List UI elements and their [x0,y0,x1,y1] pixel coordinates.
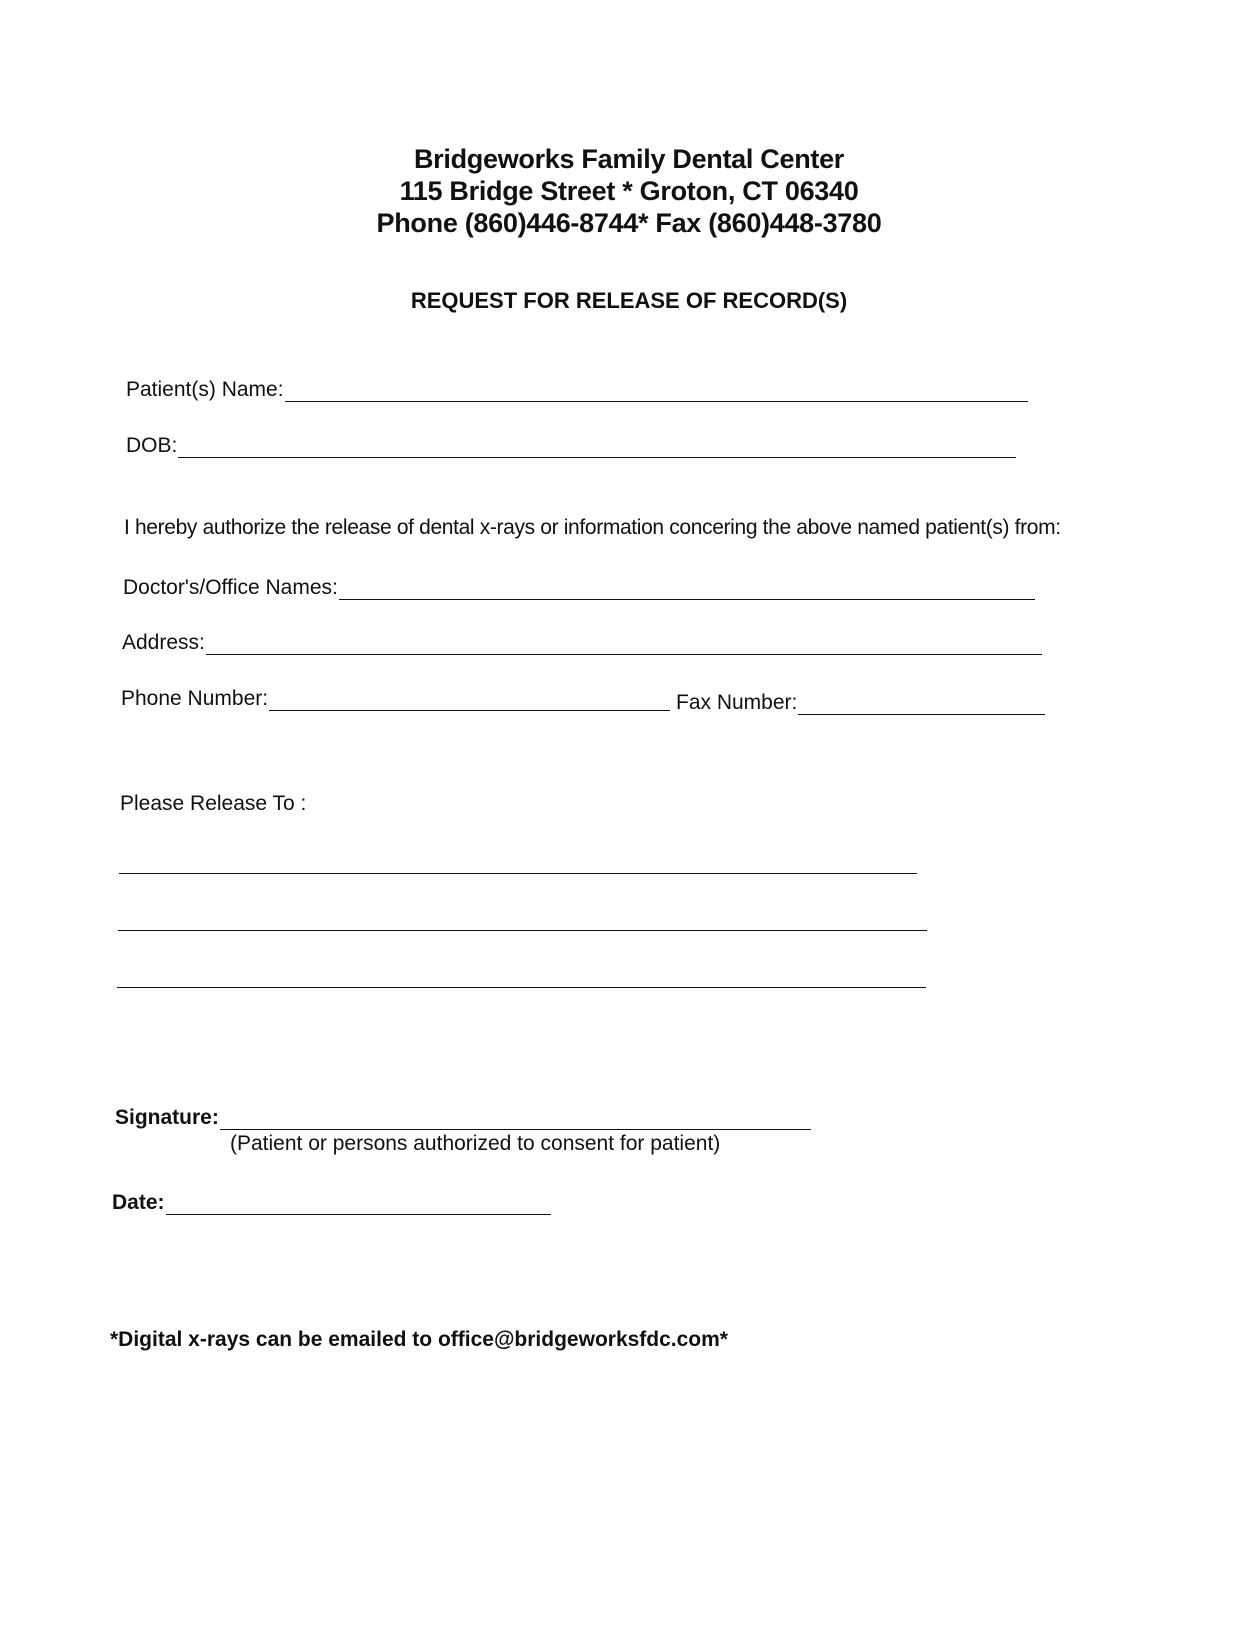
fax-line[interactable] [798,692,1045,715]
address-line[interactable] [206,632,1042,655]
form-title: REQUEST FOR RELEASE OF RECORD(S) [410,288,848,313]
practice-address: 115 Bridge Street * Groton, CT 06340 [399,176,859,206]
date-field [112,1185,551,1215]
signature-line[interactable] [220,1107,811,1130]
signature-label: Signature: [115,1106,219,1129]
dob-field [126,428,1016,458]
footer-note: *Digital x-rays can be emailed to office@bridgeworksfdc.com* [110,1328,728,1351]
fax-label: Fax Number: [676,691,798,714]
dob-label: DOB: [126,434,178,457]
date-label: Date: [112,1191,165,1214]
doctor-office-label: Doctor's/Office Names: [123,576,338,599]
date-line[interactable] [166,1192,551,1215]
phone-field [121,681,670,711]
patient-name-line[interactable] [285,379,1028,402]
doctor-office-line[interactable] [339,577,1035,600]
fax-field [676,685,1045,715]
patient-name-field [126,372,1028,402]
dob-line[interactable] [178,435,1016,458]
doctor-office-field [123,570,1035,600]
phone-line[interactable] [269,688,670,711]
release-to-line-2[interactable] [118,930,927,931]
signature-field [115,1100,811,1130]
release-to-line-1[interactable] [119,873,917,874]
practice-contact: Phone (860)446-8744* Fax (860)448-3780 [376,208,882,238]
authorization-text: I hereby authorize the release of dental x-rays or information concering the above named patient(s) from: [124,516,1061,539]
patient-name-label: Patient(s) Name: [126,378,284,401]
signature-note: (Patient or persons authorized to consent for patient) [230,1132,721,1155]
address-label: Address: [122,631,205,654]
practice-name: Bridgeworks Family Dental Center [413,144,845,174]
release-to-label: Please Release To : [120,792,307,815]
phone-label: Phone Number: [121,687,269,710]
release-to-line-3[interactable] [117,987,926,988]
address-field [122,625,1042,655]
